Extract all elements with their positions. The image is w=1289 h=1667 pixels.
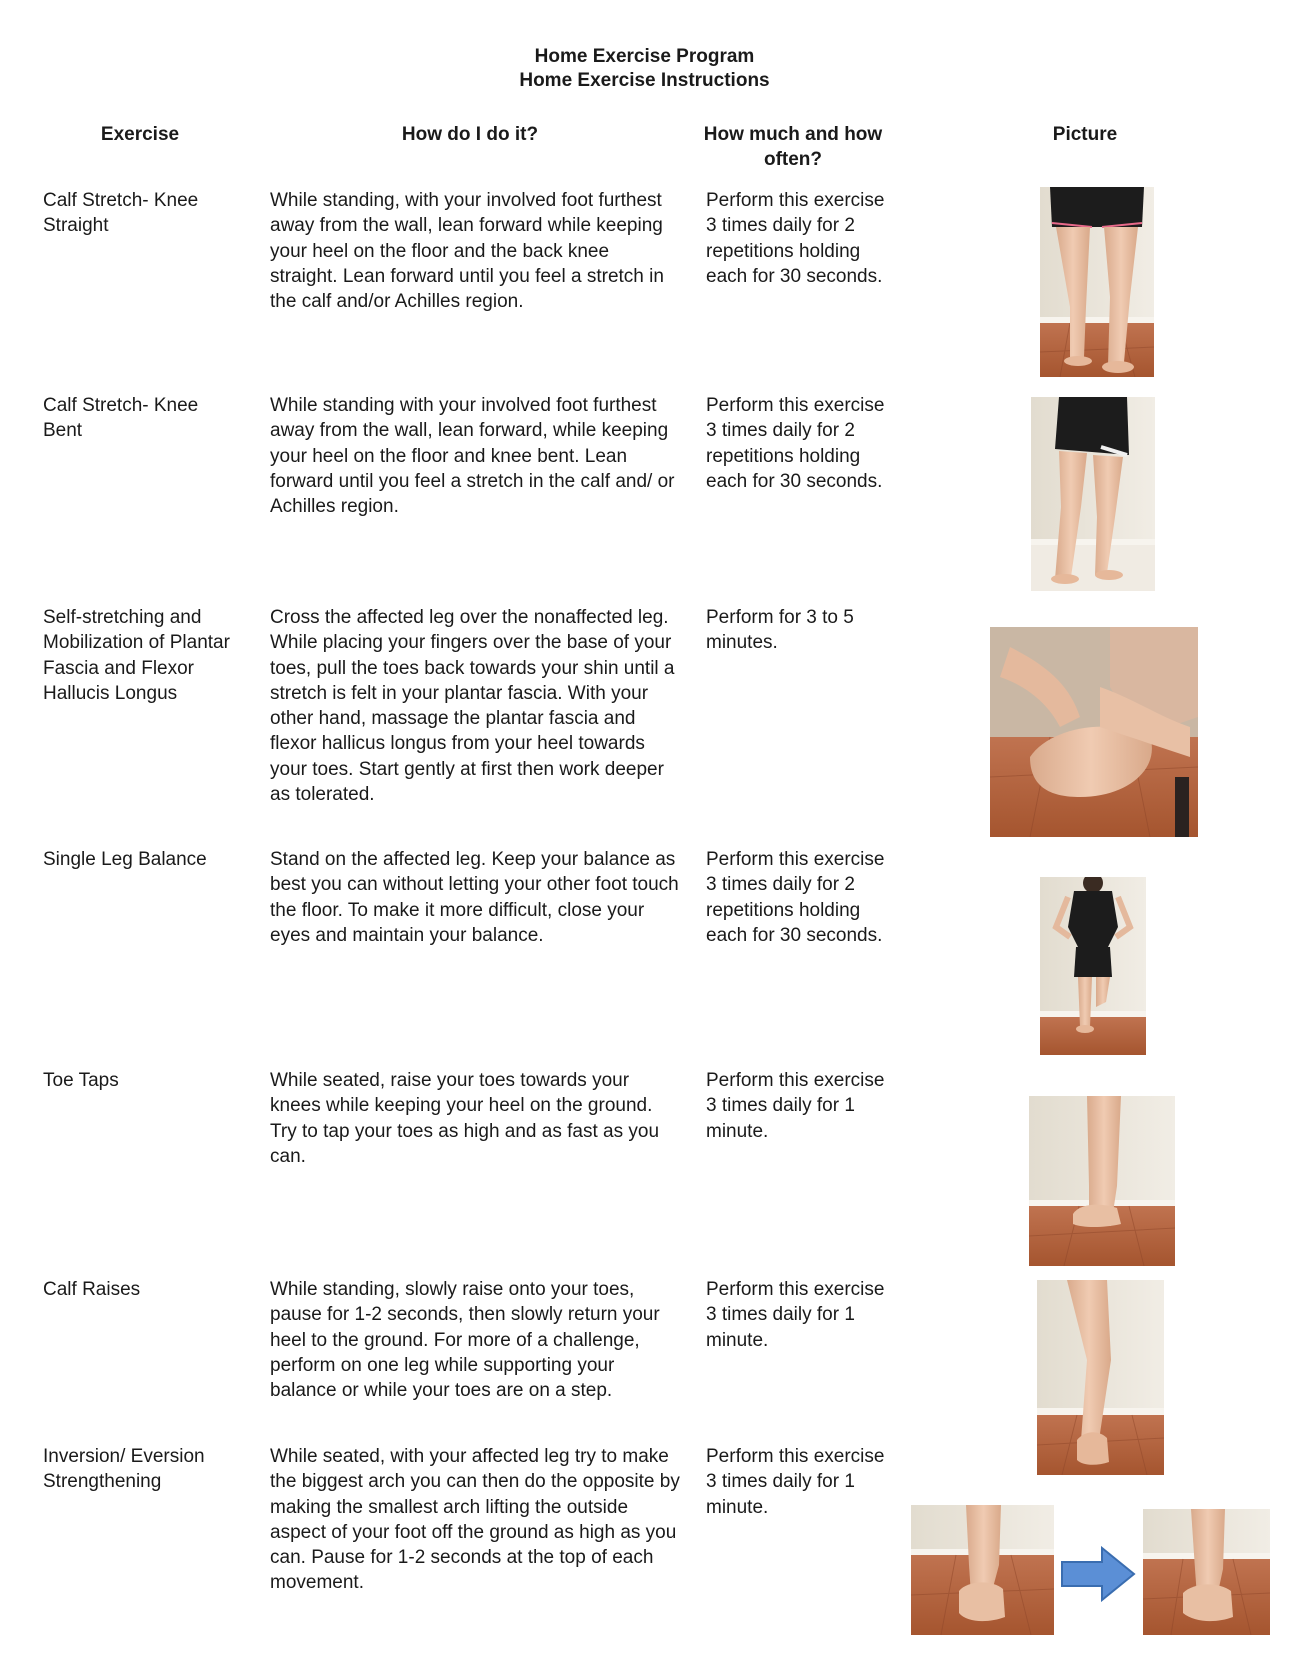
exercise-dosage: Perform this exercise 3 times daily for 2 repetitions holding each for 30 seconds. [706,849,885,946]
plantar-fascia-stretch-photo [990,627,1198,837]
exercise-instructions: While seated, raise your toes towards your knees while keeping your heel on the ground. Try to tap your toes as high and as fast as you can. [270,1070,660,1167]
single-leg-balance-photo [1040,877,1146,1055]
arrow-right-icon [1060,1546,1136,1602]
inversion-photo [911,1505,1054,1635]
calf-stretch-straight-photo [1040,187,1154,377]
calf-stretch-bent-photo [1031,397,1155,591]
exercise-instructions: While standing, slowly raise onto your toes, pause for 1-2 seconds, then slowly return your heel to the ground. For more of a challenge, perform on one leg while supporting your balance or while your toes are on a step. [270,1279,660,1402]
exercise-name: Calf Stretch- Knee Straight [43,190,199,237]
calf-raises-photo [1037,1280,1164,1475]
exercise-name: Self-stretching and Mobilization of Plantar Fascia and Flexor Hallucis Longus [43,607,230,704]
header-how: How do I do it? [401,124,539,145]
exercise-name: Inversion/ Eversion Strengthening [43,1446,205,1493]
header-how-much-line-2: often? [763,149,823,170]
exercise-instructions: Stand on the affected leg. Keep your balance as best you can without letting your other foot touch the floor. To make it more difficult, close your eyes and maintain your balance. [270,849,679,946]
exercise-name: Calf Stretch- Knee Bent [43,395,199,442]
exercise-instructions: While seated, with your affected leg try to make the biggest arch you can then do the opposite by making the smallest arch lifting the outside aspect of your foot off the ground as high as you can. Pause for 1-2 seconds at the top of each movement. [270,1446,680,1594]
header-exercise: Exercise [100,124,180,145]
exercise-dosage: Perform this exercise 3 times daily for 2 repetitions holding each for 30 seconds. [706,395,885,492]
toe-taps-photo [1029,1096,1175,1266]
title-line-1: Home Exercise Program [534,46,755,67]
exercise-dosage: Perform this exercise 3 times daily for 2 repetitions holding each for 30 seconds. [706,190,885,287]
exercise-name: Calf Raises [43,1279,141,1300]
exercise-instructions: While standing with your involved foot furthest away from the wall, lean forward, while keeping your heel on the floor and knee bent. Lean forward until you feel a stretch in the calf and/ or Achilles region. [270,395,675,518]
eversion-photo [1143,1509,1270,1635]
exercise-dosage: Perform this exercise 3 times daily for 1 minute. [706,1070,885,1142]
exercise-name: Toe Taps [43,1070,119,1091]
exercise-name: Single Leg Balance [43,849,207,870]
exercise-dosage: Perform this exercise 3 times daily for 1 minute. [706,1279,885,1351]
exercise-instructions: While standing, with your involved foot furthest away from the wall, lean forward while keeping your heel on the floor and the back knee straight. Lean forward until you feel a stretch in the calf and/or Achilles region. [270,190,664,313]
title-line-2: Home Exercise Instructions [519,70,770,91]
header-how-much-line-1: How much and how [703,124,883,145]
exercise-dosage: Perform for 3 to 5 minutes. [706,607,854,654]
header-picture: Picture [1052,124,1118,145]
exercise-instructions: Cross the affected leg over the nonaffected leg. While placing your fingers over the base of your toes, pull the toes back towards your shin until a stretch is felt in your plantar fascia. With your other hand, massage the plantar fascia and flexor hallicus longus from your heel towards your toes. Start gently at first then work deeper as tolerated. [270,607,675,806]
exercise-dosage: Perform this exercise 3 times daily for 1 minute. [706,1446,885,1518]
